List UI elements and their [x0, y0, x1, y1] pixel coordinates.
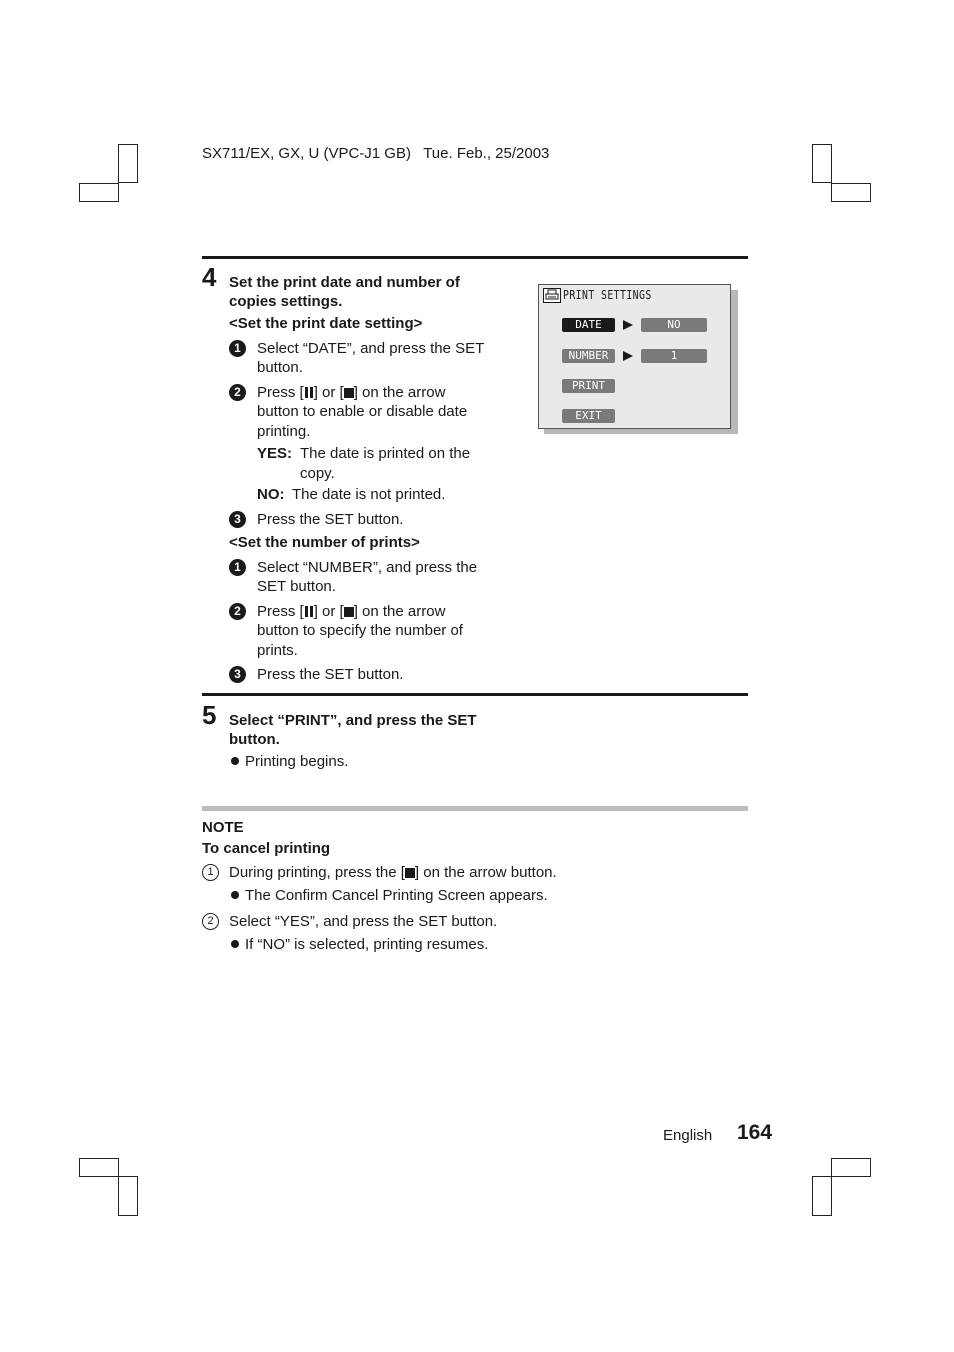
- registration-mark-bottom-right-horizontal: [831, 1158, 871, 1177]
- date-step3-text: Press the SET button.: [257, 511, 404, 528]
- header-model: SX711/EX, GX, U (VPC-J1 GB): [202, 145, 411, 162]
- note-item1-a: During printing, press the [: [229, 864, 405, 881]
- number-step2-badge: 2: [229, 603, 246, 620]
- date-step2-line2: button to enable or disable date: [257, 403, 468, 420]
- date-step2-press: Press [: [257, 384, 304, 401]
- number-setting-heading: <Set the number of prints>: [229, 534, 420, 551]
- number-step1-line2: SET button.: [257, 578, 336, 595]
- stop-icon: [344, 607, 354, 617]
- note-subheading: To cancel printing: [202, 840, 331, 857]
- registration-mark-top-left-horizontal: [79, 183, 119, 202]
- note-item1-badge: 1: [202, 864, 219, 881]
- stop-icon: [405, 868, 415, 878]
- number-step2-line1: [257, 602, 445, 622]
- number-step3-text: Press the SET button.: [257, 666, 404, 683]
- date-step2-rest: ] on the arrow: [353, 384, 446, 401]
- header-date: Tue. Feb., 25/2003: [423, 145, 550, 162]
- print-icon: [543, 288, 561, 303]
- number-step2-press: Press [: [257, 603, 304, 620]
- screen-number-option[interactable]: NUMBER: [562, 349, 615, 363]
- number-step2-rest: ] on the arrow: [353, 603, 446, 620]
- registration-mark-top-right-vertical: [812, 144, 832, 183]
- note-item1-text: [229, 863, 557, 883]
- registration-mark-bottom-left-horizontal: [79, 1158, 119, 1177]
- screen-date-option[interactable]: DATE: [562, 318, 615, 332]
- no-text: The date is not printed.: [292, 486, 446, 503]
- pause-icon: [304, 387, 314, 398]
- screen-number-value: 1: [641, 349, 707, 363]
- step4-title-line1: Set the print date and number of: [229, 274, 460, 291]
- note-item1-bullet: The Confirm Cancel Printing Screen appears.: [245, 887, 548, 904]
- date-step2-line1: [257, 383, 445, 403]
- date-setting-heading: <Set the print date setting>: [229, 315, 423, 332]
- number-step2-line3: prints.: [257, 642, 298, 659]
- no-label: NO:: [257, 486, 285, 503]
- page-number: 164: [737, 1121, 773, 1144]
- arrow-right-icon: [623, 320, 633, 330]
- screen-date-value: NO: [641, 318, 707, 332]
- screen-print-option[interactable]: PRINT: [562, 379, 615, 393]
- pause-icon: [304, 606, 314, 617]
- registration-mark-top-right-horizontal: [831, 183, 871, 202]
- number-step3-badge: 3: [229, 666, 246, 683]
- note-heading: NOTE: [202, 819, 244, 836]
- screen-exit-option[interactable]: EXIT: [562, 409, 615, 423]
- date-step3-badge: 3: [229, 511, 246, 528]
- note-item1-b: ] on the arrow button.: [414, 864, 557, 881]
- screen-title: PRINT SETTINGS: [563, 288, 652, 302]
- arrow-right-icon: [623, 351, 633, 361]
- note-divider: [202, 806, 748, 811]
- note-item2-text: Select “YES”, and press the SET button.: [229, 913, 498, 930]
- registration-mark-bottom-right-vertical: [812, 1176, 832, 1216]
- bullet-icon: [231, 940, 239, 948]
- date-step2-line3: printing.: [257, 423, 311, 440]
- step4-rule: [202, 256, 748, 259]
- date-step1-line2: button.: [257, 359, 303, 376]
- step4-number: 4: [202, 262, 217, 292]
- date-step1-line1: Select “DATE”, and press the SET: [257, 340, 485, 357]
- step4-title-line2: copies settings.: [229, 293, 343, 310]
- step5-rule: [202, 693, 748, 696]
- date-step2-badge: 2: [229, 384, 246, 401]
- registration-mark-top-left-vertical: [118, 144, 138, 183]
- yes-label: YES:: [257, 445, 293, 462]
- yes-text-line2: copy.: [300, 465, 335, 482]
- number-step2-line2: button to specify the number of: [257, 622, 463, 639]
- step5-bullet: Printing begins.: [245, 753, 349, 770]
- footer-language: English: [663, 1127, 713, 1144]
- date-step2-or: ] or [: [313, 384, 344, 401]
- note-item2-badge: 2: [202, 913, 219, 930]
- bullet-icon: [231, 891, 239, 899]
- yes-text-line1: The date is printed on the: [300, 445, 471, 462]
- note-item2-bullet: If “NO” is selected, printing resumes.: [245, 936, 489, 953]
- page-header: [202, 145, 549, 162]
- stop-icon: [344, 388, 354, 398]
- step5-number: 5: [202, 700, 217, 730]
- step5-title-line1: Select “PRINT”, and press the SET: [229, 712, 477, 729]
- registration-mark-bottom-left-vertical: [118, 1176, 138, 1216]
- number-step2-or: ] or [: [313, 603, 344, 620]
- number-step1-line1: Select “NUMBER”, and press the: [257, 559, 478, 576]
- bullet-icon: [231, 757, 239, 765]
- step5-title-line2: button.: [229, 731, 280, 748]
- number-step1-badge: 1: [229, 559, 246, 576]
- date-step1-badge: 1: [229, 340, 246, 357]
